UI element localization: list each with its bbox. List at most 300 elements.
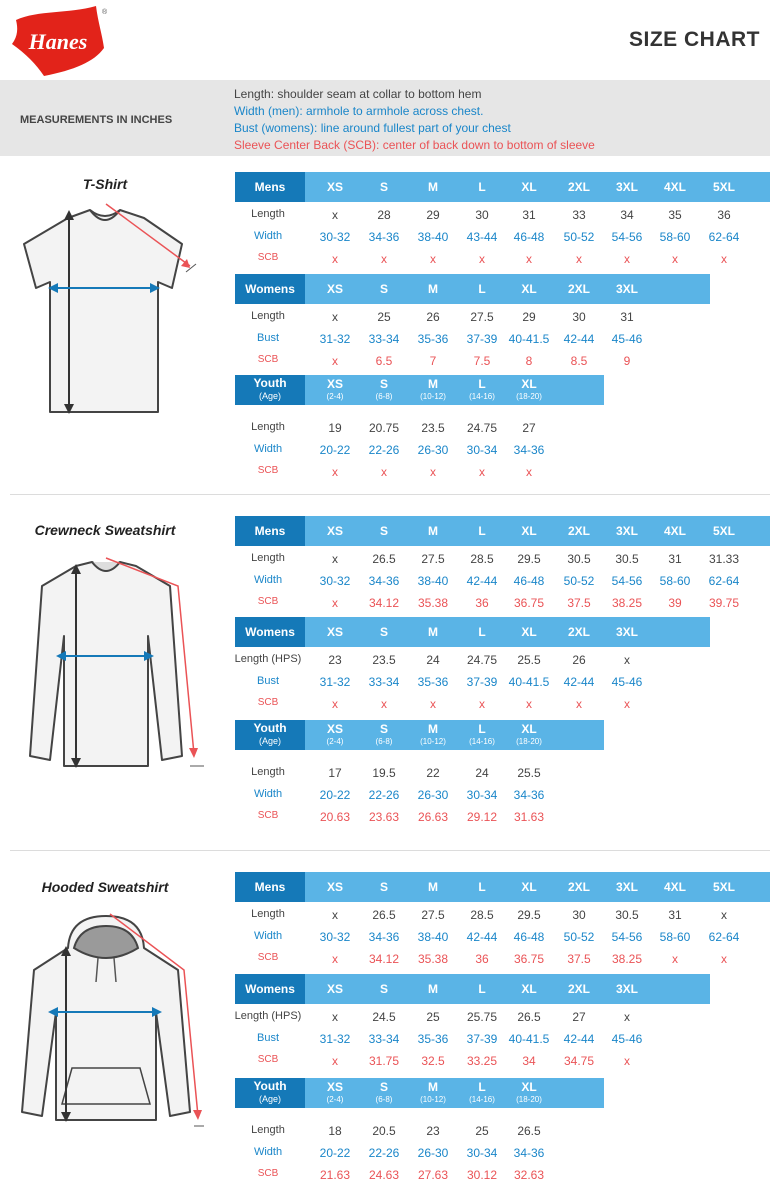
row-label: Width xyxy=(253,443,283,455)
measurement-value: x xyxy=(526,465,532,479)
size-label: M xyxy=(428,179,438,194)
measurement-value: 46-48 xyxy=(513,574,545,588)
size-column-header xyxy=(457,872,507,902)
measurement-value: 26.5 xyxy=(372,908,396,922)
group-name xyxy=(235,375,305,405)
measurement-value: 30.12 xyxy=(466,1168,498,1182)
measurement-value: 36 xyxy=(475,596,489,610)
size-column-header xyxy=(359,172,409,202)
measurement-value: x xyxy=(721,908,727,922)
measurement-value: 46-48 xyxy=(513,930,545,944)
measurement-value: 30 xyxy=(475,208,489,222)
measurement-value: 42-44 xyxy=(563,332,595,346)
measurement-value: 26.5 xyxy=(372,552,396,566)
measurement-value: 25 xyxy=(426,1010,440,1024)
size-column-header xyxy=(554,274,604,304)
group-name xyxy=(235,516,305,546)
size-label: 5XL xyxy=(712,179,735,194)
size-label: L xyxy=(478,722,486,736)
measurement-row xyxy=(0,930,770,948)
measurement-value: 34.75 xyxy=(563,1054,595,1068)
measurement-value: x xyxy=(381,465,387,479)
size-column-header xyxy=(310,516,360,546)
measurement-value: 34-36 xyxy=(513,443,545,457)
size-label: 2XL xyxy=(567,624,590,639)
measurement-value: 9 xyxy=(623,354,631,368)
size-column-header xyxy=(457,274,507,304)
row-label: Bust xyxy=(256,675,279,687)
legend-bust: Bust (womens): line around fullest part of your chest xyxy=(234,121,511,135)
page-header xyxy=(0,0,770,80)
age-range: (2-4) xyxy=(326,392,344,401)
size-column-header xyxy=(359,274,409,304)
measurement-value: 42-44 xyxy=(466,930,498,944)
measurement-value: 45-46 xyxy=(611,332,643,346)
group-name xyxy=(235,1078,305,1108)
measurement-value: x xyxy=(381,252,387,266)
measurement-value: 54-56 xyxy=(611,574,643,588)
measurement-value: 37-39 xyxy=(466,332,498,346)
measurement-row xyxy=(0,810,770,828)
measurement-value: 26-30 xyxy=(417,443,449,457)
size-header-mens xyxy=(235,872,770,902)
size-label: XL xyxy=(521,1080,537,1094)
age-range: (10-12) xyxy=(420,1095,446,1104)
measurement-row xyxy=(0,1168,770,1186)
measurement-value: 27.5 xyxy=(421,908,445,922)
size-label: XS xyxy=(326,624,343,639)
measurement-value: 58-60 xyxy=(659,574,691,588)
size-column-header xyxy=(408,974,458,1004)
size-column-header xyxy=(504,974,554,1004)
measurement-value: x xyxy=(526,252,532,266)
row-label: Length xyxy=(251,208,285,220)
size-label: S xyxy=(379,523,388,538)
measurement-value: 29.5 xyxy=(517,552,541,566)
measurement-row xyxy=(0,1124,770,1142)
measurement-value: 27.5 xyxy=(421,552,445,566)
size-label: L xyxy=(478,1080,486,1094)
size-column-header xyxy=(504,172,554,202)
measurement-value: 30 xyxy=(572,908,586,922)
age-range: (18-20) xyxy=(516,392,542,401)
size-label: 5XL xyxy=(712,523,735,538)
size-label: 2XL xyxy=(567,981,590,996)
measurement-value: 42-44 xyxy=(563,675,595,689)
measurement-value: 24.63 xyxy=(368,1168,400,1182)
measurement-value: 35-36 xyxy=(417,1032,449,1046)
measurement-value: x xyxy=(332,952,338,966)
age-range: (6-8) xyxy=(375,737,393,746)
measurement-value: x xyxy=(381,697,387,711)
size-label: XL xyxy=(521,624,537,639)
measurement-value: 45-46 xyxy=(611,675,643,689)
tshirt-title: T-Shirt xyxy=(82,176,128,192)
measurement-value: 62-64 xyxy=(708,230,740,244)
size-label: XL xyxy=(521,377,537,391)
size-column-header xyxy=(310,617,360,647)
measurement-value: 22-26 xyxy=(368,1146,400,1160)
section-divider xyxy=(10,494,770,495)
measurement-row xyxy=(0,908,770,926)
measurement-value: 24.75 xyxy=(466,421,498,435)
measurement-value: 26-30 xyxy=(417,1146,449,1160)
measurement-value: 20.63 xyxy=(319,810,351,824)
size-column-header xyxy=(359,516,409,546)
size-column-header xyxy=(554,617,604,647)
size-label: M xyxy=(428,1080,438,1094)
size-label: S xyxy=(379,377,388,391)
measurement-value: 29.12 xyxy=(466,810,498,824)
measurement-value: 54-56 xyxy=(611,230,643,244)
measurement-value: 26.5 xyxy=(517,1010,541,1024)
measurement-value: 25.75 xyxy=(466,1010,498,1024)
measurement-value: 33-34 xyxy=(368,1032,400,1046)
size-header-youth xyxy=(235,375,604,405)
measurement-value: x xyxy=(332,596,338,610)
measurement-legend xyxy=(0,80,770,156)
size-column-header xyxy=(359,720,409,750)
measurement-row xyxy=(0,788,770,806)
measurement-value: 35.38 xyxy=(417,596,449,610)
size-label: XS xyxy=(326,179,343,194)
size-label: S xyxy=(379,981,388,996)
measurement-value: 26.5 xyxy=(517,1124,541,1138)
measurement-value: x xyxy=(624,1054,630,1068)
size-column-header xyxy=(408,617,458,647)
group-label: Mens xyxy=(254,523,286,538)
measurement-value: 42-44 xyxy=(466,574,498,588)
measurement-value: 50-52 xyxy=(563,230,595,244)
measurement-value: 34.12 xyxy=(368,596,400,610)
hanes-logo xyxy=(8,4,106,82)
measurement-value: 30-32 xyxy=(319,930,351,944)
measurement-value: 31.33 xyxy=(708,552,740,566)
size-label: 3XL xyxy=(615,879,638,894)
measurement-value: 38-40 xyxy=(417,930,449,944)
measurement-value: 22-26 xyxy=(368,443,400,457)
measurement-value: 22 xyxy=(426,766,440,780)
age-range: (2-4) xyxy=(326,1095,344,1104)
size-label: M xyxy=(428,981,438,996)
hooded-title: Hooded Sweatshirt xyxy=(41,879,169,895)
measurement-row xyxy=(0,653,770,671)
measurement-value: x xyxy=(479,697,485,711)
measurement-value: 20-22 xyxy=(319,443,351,457)
row-label: SCB xyxy=(257,952,279,963)
group-name xyxy=(235,720,305,750)
measurement-value: 20-22 xyxy=(319,1146,351,1160)
hanes-logo-icon xyxy=(8,4,106,82)
measurement-value: 30.5 xyxy=(567,552,591,566)
size-label: 2XL xyxy=(567,523,590,538)
measurement-row xyxy=(0,596,770,614)
size-column-header xyxy=(504,617,554,647)
measurement-value: 54-56 xyxy=(611,930,643,944)
measurement-row xyxy=(0,465,770,483)
row-label: Length (HPS) xyxy=(234,1010,302,1022)
size-label: L xyxy=(478,179,486,194)
group-label: Youth xyxy=(253,376,287,390)
measurement-value: 37-39 xyxy=(466,1032,498,1046)
size-label: XS xyxy=(326,879,343,894)
measurement-value: 7 xyxy=(429,354,437,368)
measurement-value: x xyxy=(332,252,338,266)
brand-name: Hanes xyxy=(28,29,88,54)
size-column-header xyxy=(504,516,554,546)
age-range: (10-12) xyxy=(420,737,446,746)
measurement-value: x xyxy=(479,252,485,266)
size-column-header xyxy=(408,516,458,546)
measurement-value: 27.63 xyxy=(417,1168,449,1182)
measurement-value: 43-44 xyxy=(466,230,498,244)
measurement-value: 33-34 xyxy=(368,675,400,689)
measurement-value: 36.75 xyxy=(513,952,545,966)
measurement-value: 30.5 xyxy=(615,552,639,566)
measurement-value: x xyxy=(332,552,338,566)
row-label: SCB xyxy=(257,465,279,476)
size-header-mens xyxy=(235,516,770,546)
row-label: Length xyxy=(251,908,285,920)
measurement-value: 23 xyxy=(328,653,342,667)
measurement-row xyxy=(0,766,770,784)
size-column-header xyxy=(310,274,360,304)
measurement-value: 23.5 xyxy=(421,421,445,435)
measurement-value: 38-40 xyxy=(417,574,449,588)
measurement-row xyxy=(0,1010,770,1028)
size-column-header xyxy=(359,1078,409,1108)
measurement-value: x xyxy=(479,465,485,479)
group-label: Womens xyxy=(245,624,295,639)
measurement-value: 18 xyxy=(328,1124,342,1138)
row-label: SCB xyxy=(257,1054,279,1065)
age-range: (14-16) xyxy=(469,1095,495,1104)
measurement-value: 35 xyxy=(668,208,682,222)
size-label: XL xyxy=(521,523,537,538)
size-column-header xyxy=(602,617,652,647)
size-column-header xyxy=(504,872,554,902)
measurement-value: 36 xyxy=(717,208,731,222)
measurement-row xyxy=(0,230,770,248)
size-label: M xyxy=(428,624,438,639)
size-column-header xyxy=(457,172,507,202)
measurement-value: 19 xyxy=(328,421,342,435)
measurement-value: 24.75 xyxy=(466,653,498,667)
measurement-value: 62-64 xyxy=(708,574,740,588)
size-column-header xyxy=(504,375,554,405)
size-column-header xyxy=(408,172,458,202)
measurement-value: 31 xyxy=(620,310,634,324)
size-column-header xyxy=(310,872,360,902)
measurement-row xyxy=(0,310,770,328)
size-column-header xyxy=(310,1078,360,1108)
size-column-header xyxy=(602,172,652,202)
size-label: 4XL xyxy=(663,523,686,538)
measurement-value: 40-41.5 xyxy=(508,675,550,689)
measurement-value: 25.5 xyxy=(517,766,541,780)
measurement-value: 38-40 xyxy=(417,230,449,244)
measurement-value: 33 xyxy=(572,208,586,222)
measurement-value: x xyxy=(721,952,727,966)
measurement-value: 8 xyxy=(525,354,533,368)
size-label: 3XL xyxy=(615,281,638,296)
measurement-row xyxy=(0,697,770,715)
measurement-value: 30.5 xyxy=(615,908,639,922)
measurement-value: 37.5 xyxy=(567,596,591,610)
measurement-value: 58-60 xyxy=(659,930,691,944)
measurement-value: 27 xyxy=(522,421,536,435)
size-header-womens xyxy=(235,617,710,647)
size-label: 3XL xyxy=(615,523,638,538)
size-label: L xyxy=(478,624,486,639)
measurement-value: x xyxy=(332,208,338,222)
measurement-value: 36 xyxy=(475,952,489,966)
size-column-header xyxy=(699,872,749,902)
size-label: 4XL xyxy=(663,879,686,894)
group-sublabel: (Age) xyxy=(258,391,281,401)
row-label: Length xyxy=(251,1124,285,1136)
size-label: M xyxy=(428,879,438,894)
row-label: SCB xyxy=(257,810,279,821)
measurement-value: 38.25 xyxy=(611,596,643,610)
measurement-value: 28 xyxy=(377,208,391,222)
measurement-value: x xyxy=(332,1054,338,1068)
measurement-value: x xyxy=(430,465,436,479)
size-column-header xyxy=(554,974,604,1004)
measurement-value: x xyxy=(672,252,678,266)
size-column-header xyxy=(554,172,604,202)
size-label: S xyxy=(379,624,388,639)
measurement-value: x xyxy=(332,697,338,711)
row-label: Width xyxy=(253,930,283,942)
row-label: Width xyxy=(253,788,283,800)
measurement-value: 34-36 xyxy=(368,230,400,244)
size-label: M xyxy=(428,722,438,736)
measurement-value: x xyxy=(576,252,582,266)
size-column-header xyxy=(408,1078,458,1108)
measurement-value: 23 xyxy=(426,1124,440,1138)
measurement-value: 31.75 xyxy=(368,1054,400,1068)
size-column-header xyxy=(359,375,409,405)
group-label: Womens xyxy=(245,281,295,296)
size-label: S xyxy=(379,722,388,736)
section-divider xyxy=(10,850,770,851)
measurement-value: 32.63 xyxy=(513,1168,545,1182)
measurement-value: x xyxy=(332,465,338,479)
row-label: SCB xyxy=(257,1168,279,1179)
legend-width: Width (men): armhole to armhole across chest. xyxy=(234,104,484,118)
size-column-header xyxy=(504,720,554,750)
size-column-header xyxy=(650,872,700,902)
measurement-value: 34 xyxy=(522,1054,536,1068)
measurement-value: 31 xyxy=(522,208,536,222)
measurement-value: x xyxy=(332,310,338,324)
size-label: S xyxy=(379,281,388,296)
size-column-header xyxy=(602,516,652,546)
row-label: SCB xyxy=(257,697,279,708)
size-label: 3XL xyxy=(615,981,638,996)
size-label: S xyxy=(379,1080,388,1094)
measurement-value: 28.5 xyxy=(470,552,494,566)
measurement-row xyxy=(0,1054,770,1072)
measurement-value: 30-32 xyxy=(319,230,351,244)
size-column-header xyxy=(408,375,458,405)
group-label: Mens xyxy=(254,879,286,894)
size-header-womens xyxy=(235,274,710,304)
measurement-value: 24 xyxy=(475,766,489,780)
measurement-value: 24.5 xyxy=(372,1010,396,1024)
measurement-value: 32.5 xyxy=(421,1054,445,1068)
group-name xyxy=(235,172,305,202)
measurement-value: 25.5 xyxy=(517,653,541,667)
size-label: XS xyxy=(326,281,343,296)
measurement-row xyxy=(0,1032,770,1050)
measurement-value: 31.63 xyxy=(513,810,545,824)
size-column-header xyxy=(408,872,458,902)
size-column-header xyxy=(457,516,507,546)
size-column-header xyxy=(554,872,604,902)
measurement-value: 31-32 xyxy=(319,332,351,346)
measurement-value: 37-39 xyxy=(466,675,498,689)
measurement-value: x xyxy=(332,354,338,368)
measurement-value: 21.63 xyxy=(319,1168,351,1182)
group-name xyxy=(235,872,305,902)
measurement-value: 19.5 xyxy=(372,766,396,780)
size-column-header xyxy=(457,1078,507,1108)
size-label: XL xyxy=(521,879,537,894)
row-label: SCB xyxy=(257,596,279,607)
measurement-value: 39 xyxy=(668,596,682,610)
size-label: XL xyxy=(521,179,537,194)
size-column-header xyxy=(359,974,409,1004)
measurement-value: 20-22 xyxy=(319,788,351,802)
measurement-value: x xyxy=(430,697,436,711)
measurement-value: 30-34 xyxy=(466,788,498,802)
measurement-value: 29.5 xyxy=(517,908,541,922)
brand-reg-mark: ® xyxy=(102,9,108,16)
measurement-value: 50-52 xyxy=(563,574,595,588)
size-label: 4XL xyxy=(663,179,686,194)
size-column-header xyxy=(602,974,652,1004)
group-name xyxy=(235,617,305,647)
measurement-value: 7.5 xyxy=(473,354,491,368)
size-column-header xyxy=(699,516,749,546)
measurement-value: 35.38 xyxy=(417,952,449,966)
measurement-value: 30-34 xyxy=(466,1146,498,1160)
measurement-value: 25 xyxy=(377,310,391,324)
size-label: XS xyxy=(326,722,343,736)
measurement-value: x xyxy=(332,1010,338,1024)
size-header-youth xyxy=(235,1078,604,1108)
measurement-value: 50-52 xyxy=(563,930,595,944)
size-header-mens xyxy=(235,172,770,202)
age-range: (14-16) xyxy=(469,392,495,401)
legend-label: MEASUREMENTS IN INCHES xyxy=(20,114,173,126)
measurement-value: 30-32 xyxy=(319,574,351,588)
size-column-header xyxy=(310,375,360,405)
measurement-value: 31 xyxy=(668,552,682,566)
row-label: Length (HPS) xyxy=(234,653,302,665)
measurement-value: 26 xyxy=(426,310,440,324)
size-label: XS xyxy=(326,981,343,996)
group-name xyxy=(235,274,305,304)
measurement-row xyxy=(0,443,770,461)
measurement-value: 39.75 xyxy=(708,596,740,610)
measurement-value: 45-46 xyxy=(611,1032,643,1046)
measurement-value: 27 xyxy=(572,1010,586,1024)
age-range: (18-20) xyxy=(516,737,542,746)
group-sublabel: (Age) xyxy=(258,736,281,746)
